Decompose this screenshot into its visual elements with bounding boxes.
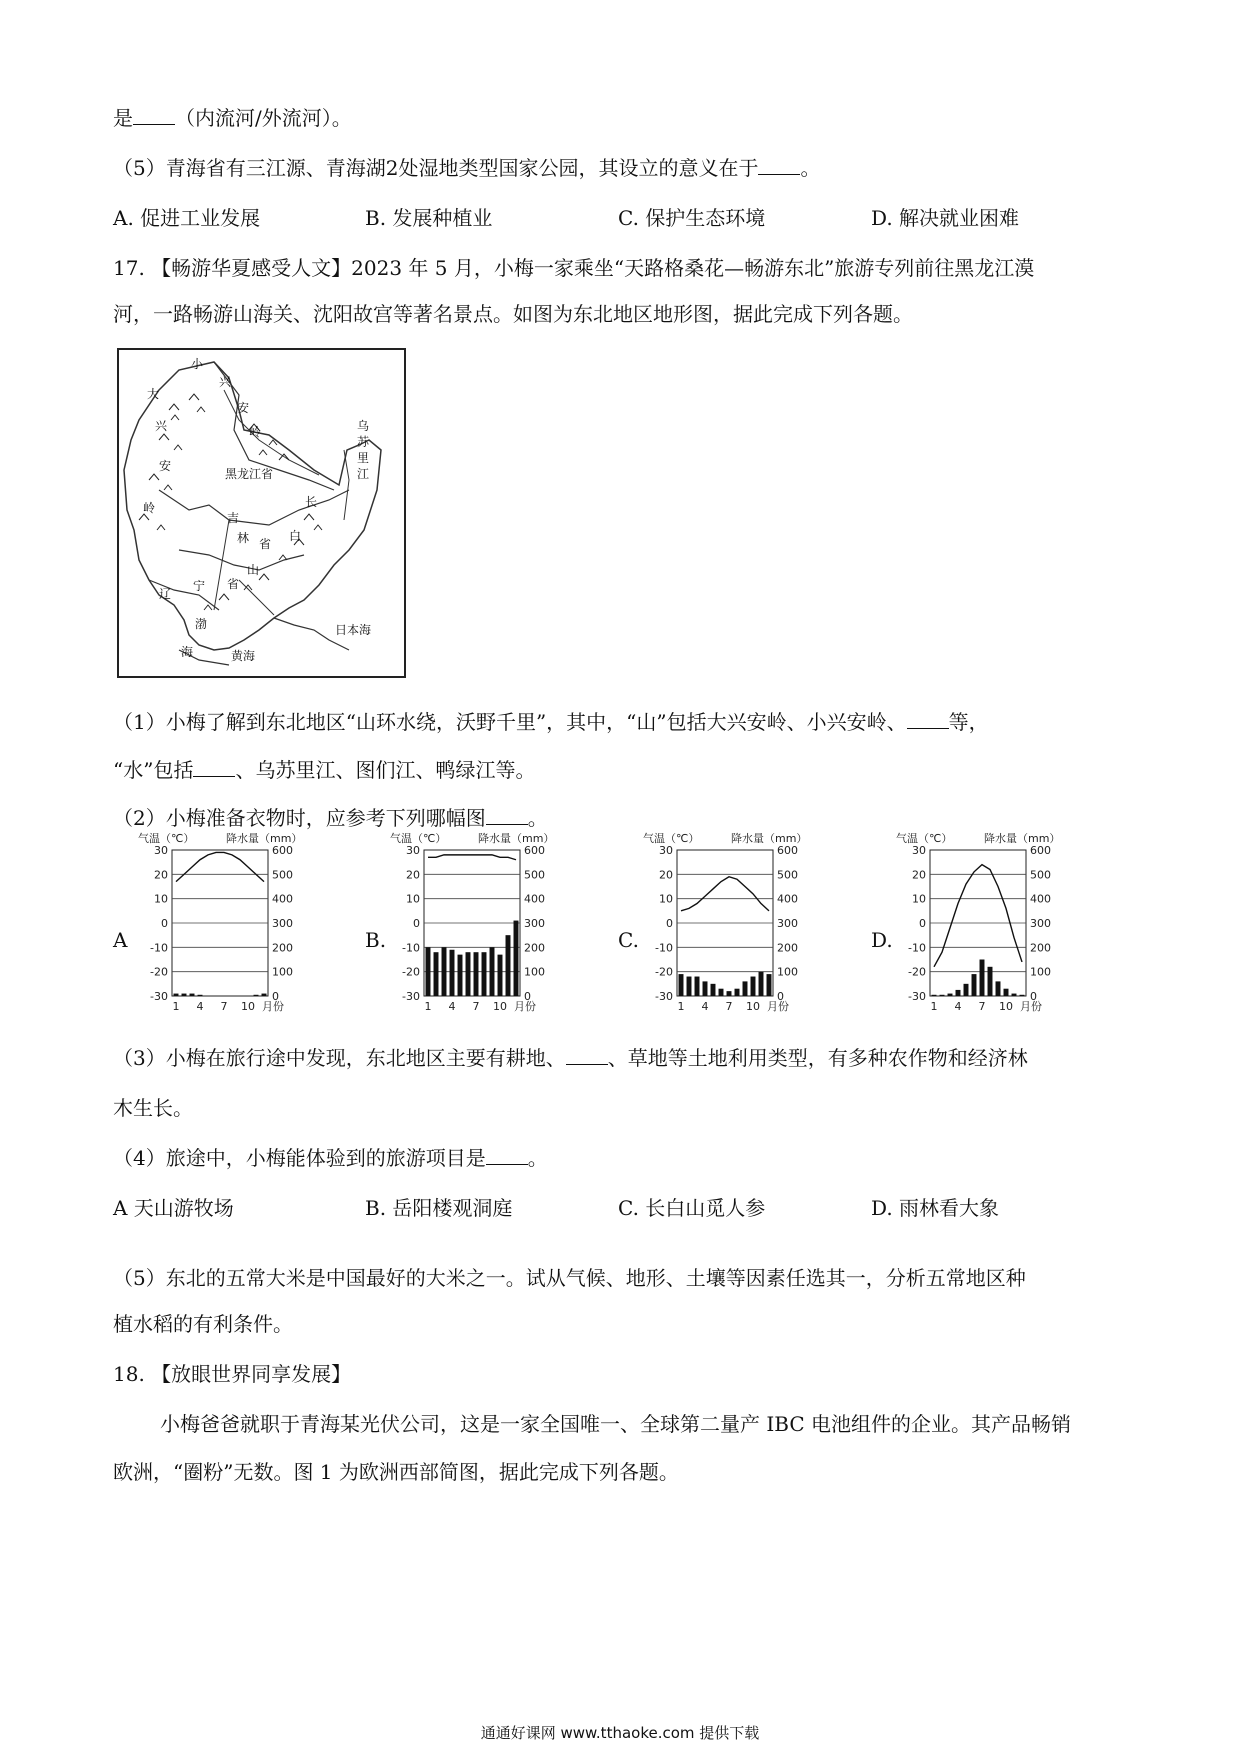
map-label-xing: 兴 — [219, 375, 232, 389]
precip-bar — [254, 995, 259, 996]
month-tick-label: 1 — [424, 1000, 432, 1013]
question-17-2: （2）小梅准备衣物时，应参考下列哪幅图 。 — [113, 806, 548, 830]
temp-tick-label: 30 — [406, 844, 420, 857]
temp-tick-label: -20 — [150, 965, 168, 979]
precip-bar — [458, 955, 463, 996]
month-tick-label: 1 — [172, 1000, 180, 1013]
temp-tick-label: -30 — [402, 990, 420, 1003]
precip-tick-label: 0 — [777, 990, 784, 1003]
precip-tick-label: 500 — [524, 868, 545, 882]
precip-tick-label: 0 — [524, 990, 531, 1003]
map-label-bai: 白 — [289, 529, 302, 543]
precip-bar — [426, 947, 431, 996]
month-tick-label: 7 — [472, 1000, 480, 1013]
precip-tick-label: 300 — [272, 917, 293, 930]
answer-blank[interactable] — [486, 804, 528, 825]
temp-line — [176, 852, 264, 881]
month-unit-label: 月份 — [262, 1000, 284, 1013]
precip-tick-label: 0 — [272, 990, 279, 1003]
month-tick-label: 10 — [241, 1000, 255, 1013]
precip-tick-label: 300 — [777, 917, 798, 930]
answer-blank[interactable] — [133, 104, 175, 125]
precip-bar — [735, 989, 740, 996]
precip-bar — [751, 977, 756, 996]
precip-tick-label: 100 — [272, 965, 293, 979]
temp-tick-label: -20 — [402, 965, 420, 979]
temp-tick-label: -10 — [908, 941, 926, 955]
chart-option-a: A — [113, 928, 128, 952]
temp-tick-label: 0 — [919, 917, 926, 930]
temp-tick-label: 30 — [912, 844, 926, 857]
question-17-1-cont: “水”包括 、乌苏里江、图们江、鸭绿江等。 — [113, 758, 536, 782]
climate-chart-a — [138, 828, 378, 1028]
map-label-sheng: 省 — [259, 537, 272, 551]
precip-bar — [972, 974, 977, 996]
question-16-5: （5）青海省有三江源、青海湖2处湿地类型国家公园，其设立的意义在于 。 — [113, 156, 821, 180]
chart-option-d: D. — [871, 928, 893, 952]
month-tick-label: 4 — [448, 1000, 456, 1013]
option-b: B. 发展种植业 — [365, 206, 493, 230]
map-label-jiang: 江 — [357, 467, 370, 481]
precip-tick-label: 500 — [1030, 868, 1051, 882]
precip-tick-label: 200 — [777, 941, 798, 955]
temp-tick-label: 20 — [912, 868, 926, 882]
climate-chart-b — [390, 828, 630, 1028]
precip-bar — [1012, 994, 1017, 996]
temp-axis-title: 气温（℃） — [643, 832, 700, 845]
precip-tick-label: 0 — [1030, 990, 1037, 1003]
temp-line — [934, 865, 1022, 967]
precip-axis-title: 降水量（mm） — [478, 832, 555, 845]
northeast-china-terrain-map — [117, 348, 406, 678]
month-tick-label: 4 — [701, 1000, 709, 1013]
precip-bar — [182, 994, 187, 996]
precip-bar — [743, 981, 748, 996]
q17-4-option-c: C. 长白山觅人参 — [618, 1196, 766, 1220]
month-tick-label: 7 — [725, 1000, 733, 1013]
answer-blank[interactable] — [193, 756, 235, 777]
month-tick-label: 1 — [930, 1000, 938, 1013]
precip-tick-label: 400 — [524, 892, 545, 906]
precip-bar — [719, 989, 724, 996]
question-17-1: （1）小梅了解到东北地区“山环水绕，沃野千里”，其中，“山”包括大兴安岭、小兴安岭、 等， — [113, 710, 989, 734]
chart-option-c: C. — [618, 928, 639, 952]
map-label-da: 大 — [147, 387, 160, 401]
option-c: C. 保护生态环境 — [618, 206, 766, 230]
precip-tick-label: 100 — [524, 965, 545, 979]
question-18-title: 18. 【放眼世界同享发展】 — [113, 1362, 352, 1386]
temp-tick-label: 20 — [659, 868, 673, 882]
temp-tick-label: -10 — [402, 941, 420, 955]
option-d: D. 解决就业困难 — [871, 206, 1020, 230]
map-label-sheng2: 省 — [227, 577, 240, 591]
precip-bar — [980, 960, 985, 997]
temp-tick-label: 20 — [154, 868, 168, 882]
precip-bar — [679, 974, 684, 996]
temp-tick-label: 30 — [659, 844, 673, 857]
month-tick-label: 7 — [220, 1000, 228, 1013]
precip-axis-title: 降水量（mm） — [731, 832, 808, 845]
precip-bar — [514, 921, 519, 996]
precip-bar — [1004, 989, 1009, 996]
month-tick-label: 10 — [746, 1000, 760, 1013]
temp-tick-label: 10 — [406, 892, 420, 906]
climate-chart-c — [643, 828, 883, 1028]
temp-tick-label: 20 — [406, 868, 420, 882]
temp-tick-label: -10 — [655, 941, 673, 955]
precip-tick-label: 600 — [272, 844, 293, 857]
q17-4-option-a: A 天山游牧场 — [113, 1196, 234, 1220]
temp-tick-label: 0 — [161, 917, 168, 930]
precip-bar — [759, 972, 764, 996]
precip-bar — [695, 977, 700, 996]
precip-bar — [948, 994, 953, 996]
precip-bar — [262, 994, 267, 996]
precip-tick-label: 400 — [272, 892, 293, 906]
map-label-shan: 山 — [247, 563, 260, 577]
temp-tick-label: 0 — [413, 917, 420, 930]
temp-tick-label: -20 — [655, 965, 673, 979]
precip-tick-label: 600 — [1030, 844, 1051, 857]
temp-tick-label: -30 — [655, 990, 673, 1003]
page-footer: 通通好课网 www.tthaoke.com 提供下载 — [480, 1724, 760, 1742]
question-17-3: （3）小梅在旅行途中发现，东北地区主要有耕地、 、草地等土地利用类型，有多种农作物和经济林 — [113, 1046, 1028, 1070]
map-label-ling2: 岭 — [143, 501, 156, 515]
temp-tick-label: 10 — [154, 892, 168, 906]
temp-tick-label: -20 — [908, 965, 926, 979]
map-label-xiao: 小 — [191, 357, 204, 371]
question-18-para-2: 欧洲，“圈粉”无数。图 1 为欧洲西部简图，据此完成下列各题。 — [113, 1460, 679, 1484]
temp-tick-label: 10 — [912, 892, 926, 906]
map-label-li: 里 — [357, 451, 370, 465]
map-label-huanghai: 黄海 — [231, 649, 256, 663]
temp-tick-label: 0 — [666, 917, 673, 930]
precip-tick-label: 200 — [1030, 941, 1051, 955]
precip-bar — [506, 935, 511, 996]
option-a: A. 促进工业发展 — [113, 206, 261, 230]
map-label-su: 苏 — [357, 435, 370, 449]
precip-bar — [711, 984, 716, 996]
precip-tick-label: 300 — [1030, 917, 1051, 930]
precip-bar — [727, 991, 732, 996]
precip-tick-label: 600 — [777, 844, 798, 857]
precip-axis-title: 降水量（mm） — [984, 832, 1061, 845]
map-label-heilongjiang: 黑龙江省 — [225, 467, 274, 481]
chart-option-b: B. — [365, 928, 387, 952]
precip-bar — [198, 995, 203, 996]
precip-bar — [932, 995, 937, 996]
temp-axis-title: 气温（℃） — [896, 832, 953, 845]
question-17-4: （4）旅途中，小梅能体验到的旅游项目是 。 — [113, 1146, 548, 1170]
precip-axis-title: 降水量（mm） — [226, 832, 303, 845]
temp-axis-title: 气温（℃） — [138, 832, 195, 845]
precip-tick-label: 600 — [524, 844, 545, 857]
question-17-title: 17. 【畅游华夏感受人文】2023 年 5 月，小梅一家乘坐“天路格桑花—畅游东北”旅游专列前往黑龙江漠 — [113, 256, 1035, 280]
temp-tick-label: -30 — [150, 990, 168, 1003]
month-tick-label: 10 — [999, 1000, 1013, 1013]
map-label-hai: 海 — [181, 645, 194, 659]
month-tick-label: 4 — [954, 1000, 962, 1013]
month-tick-label: 1 — [677, 1000, 685, 1013]
temp-axis-title: 气温（℃） — [390, 832, 447, 845]
map-label-xing2: 兴 — [155, 419, 168, 433]
map-label-an2: 安 — [159, 459, 172, 473]
precip-bar — [442, 947, 447, 996]
precip-bar — [174, 994, 179, 996]
temp-line — [428, 855, 516, 860]
answer-blank[interactable] — [566, 1044, 608, 1065]
question-18-para-1: 小梅爸爸就职于青海某光伏公司，这是一家全国唯一、全球第二量产 IBC 电池组件的企业。其产品畅销 — [160, 1412, 1071, 1436]
month-tick-label: 10 — [493, 1000, 507, 1013]
precip-bar — [940, 995, 945, 996]
map-label-ling: 岭 — [249, 425, 262, 439]
precip-tick-label: 500 — [777, 868, 798, 882]
month-unit-label: 月份 — [767, 1000, 789, 1013]
precip-bar — [767, 974, 772, 996]
question-17-3-cont: 木生长。 — [113, 1096, 193, 1120]
precip-bar — [687, 977, 692, 996]
precip-tick-label: 400 — [1030, 892, 1051, 906]
map-label-bo: 渤 — [195, 617, 208, 631]
precip-bar — [703, 981, 708, 996]
map-label-ning: 宁 — [193, 579, 206, 593]
map-label-lin: 林 — [237, 531, 250, 545]
precip-bar — [956, 990, 961, 996]
precip-bar — [498, 955, 503, 996]
precip-tick-label: 200 — [272, 941, 293, 955]
precip-bar — [466, 952, 471, 996]
temp-tick-label: -30 — [908, 990, 926, 1003]
climate-chart-d — [896, 828, 1136, 1028]
map-label-an: 安 — [237, 401, 250, 415]
precip-bar — [482, 952, 487, 996]
precip-tick-label: 400 — [777, 892, 798, 906]
temp-line — [681, 877, 769, 911]
month-tick-label: 4 — [196, 1000, 204, 1013]
precip-tick-label: 200 — [524, 941, 545, 955]
q17-4-option-d: D. 雨林看大象 — [871, 1196, 1000, 1220]
precip-bar — [1020, 995, 1025, 996]
question-17-5: （5）东北的五常大米是中国最好的大米之一。试从气候、地形、土壤等因素任选其一，分析五常地区种 — [113, 1266, 1026, 1290]
temp-tick-label: 10 — [659, 892, 673, 906]
map-label-riben-hai: 日本海 — [335, 623, 372, 637]
month-unit-label: 月份 — [514, 1000, 536, 1013]
month-unit-label: 月份 — [1020, 1000, 1042, 1013]
map-svg — [119, 350, 404, 676]
precip-bar — [474, 952, 479, 996]
text-line-1: 是 （内流河/外流河）。 — [113, 106, 352, 130]
map-label-wu: 乌 — [357, 419, 370, 433]
precip-tick-label: 100 — [777, 965, 798, 979]
question-17-5-cont: 植水稻的有利条件。 — [113, 1312, 293, 1336]
precip-bar — [450, 950, 455, 996]
map-label-liao: 辽 — [159, 587, 172, 601]
answer-blank[interactable] — [758, 154, 800, 175]
temp-tick-label: 30 — [154, 844, 168, 857]
question-17-stem: 河，一路畅游山海关、沈阳故宫等著名景点。如图为东北地区地形图，据此完成下列各题。 — [113, 302, 913, 326]
precip-bar — [964, 984, 969, 996]
q17-4-option-b: B. 岳阳楼观洞庭 — [365, 1196, 513, 1220]
answer-blank[interactable] — [907, 708, 949, 729]
precip-tick-label: 100 — [1030, 965, 1051, 979]
month-tick-label: 7 — [978, 1000, 986, 1013]
answer-blank[interactable] — [486, 1144, 528, 1165]
precip-tick-label: 300 — [524, 917, 545, 930]
precip-bar — [490, 947, 495, 996]
precip-bar — [190, 994, 195, 996]
precip-bar — [434, 952, 439, 996]
precip-bar — [996, 981, 1001, 996]
precip-tick-label: 500 — [272, 868, 293, 882]
precip-bar — [988, 967, 993, 996]
temp-tick-label: -10 — [150, 941, 168, 955]
map-label-chang: 长 — [305, 495, 318, 509]
map-label-ji: 吉 — [227, 511, 240, 525]
